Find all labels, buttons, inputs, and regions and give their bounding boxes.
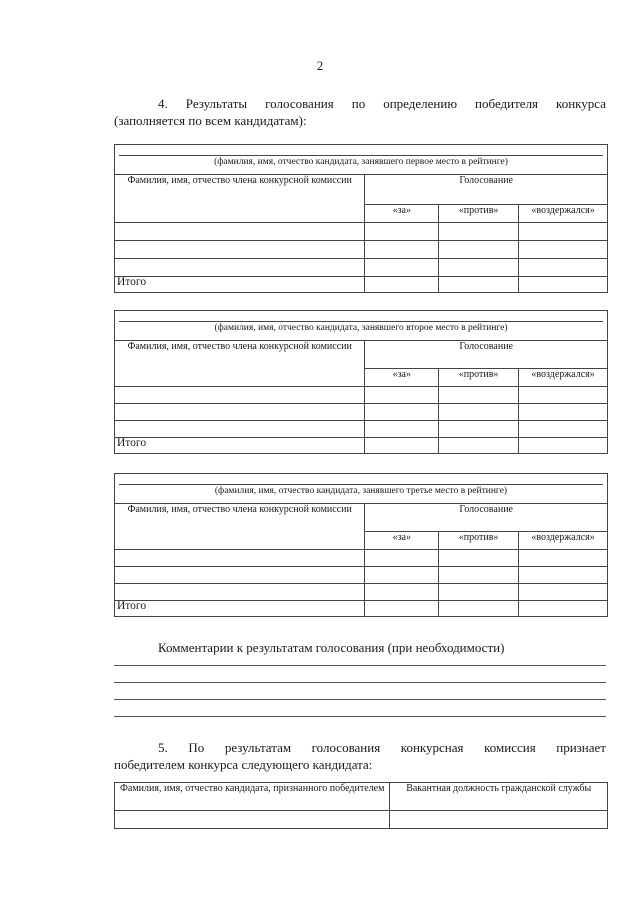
for-cell[interactable] bbox=[365, 241, 439, 259]
section-5-heading: 5. По результатам голосования конкурсная комиссия признает bbox=[158, 740, 606, 755]
comment-line[interactable] bbox=[114, 699, 606, 700]
column-header-against: «против» bbox=[439, 532, 519, 550]
against-cell[interactable] bbox=[439, 567, 519, 584]
member-cell[interactable] bbox=[115, 567, 365, 584]
member-cell[interactable] bbox=[115, 259, 365, 277]
column-header-voting: Голосование bbox=[365, 341, 608, 369]
table-row bbox=[115, 387, 608, 404]
comment-line[interactable] bbox=[114, 682, 606, 683]
abstain-cell[interactable] bbox=[519, 223, 608, 241]
member-cell[interactable] bbox=[115, 404, 365, 421]
total-for-cell[interactable] bbox=[365, 601, 439, 617]
total-against-cell[interactable] bbox=[439, 438, 519, 454]
table-row bbox=[115, 223, 608, 241]
total-row bbox=[115, 601, 608, 617]
column-header-member: Фамилия, имя, отчество члена конкурсной комиссии bbox=[115, 504, 365, 550]
against-cell[interactable] bbox=[439, 241, 519, 259]
column-header-abstain: «воздержался» bbox=[519, 369, 608, 387]
table-row bbox=[115, 421, 608, 438]
column-header-position: Вакантная должность гражданской службы bbox=[390, 783, 608, 811]
abstain-cell[interactable] bbox=[519, 421, 608, 438]
column-header-against: «против» bbox=[439, 369, 519, 387]
total-against-cell[interactable] bbox=[439, 601, 519, 617]
against-cell[interactable] bbox=[439, 259, 519, 277]
abstain-cell[interactable] bbox=[519, 241, 608, 259]
member-cell[interactable] bbox=[115, 584, 365, 601]
candidate-caption: (фамилия, имя, отчество кандидата, занявшего первое место в рейтинге) bbox=[214, 157, 508, 167]
table-row bbox=[115, 404, 608, 421]
for-cell[interactable] bbox=[365, 421, 439, 438]
candidate-name-line bbox=[119, 311, 603, 322]
against-cell[interactable] bbox=[439, 404, 519, 421]
candidate-caption: (фамилия, имя, отчество кандидата, занявшего третье место в рейтинге) bbox=[214, 486, 508, 496]
against-cell[interactable] bbox=[439, 223, 519, 241]
table-row bbox=[115, 259, 608, 277]
winner-name-cell[interactable] bbox=[115, 811, 390, 829]
column-header-against: «против» bbox=[439, 205, 519, 223]
member-cell[interactable] bbox=[115, 387, 365, 404]
comment-line[interactable] bbox=[114, 716, 606, 717]
page-number: 2 bbox=[316, 58, 324, 73]
column-header-for: «за» bbox=[365, 532, 439, 550]
column-header-abstain: «воздержался» bbox=[519, 205, 608, 223]
column-header-abstain: «воздержался» bbox=[519, 532, 608, 550]
for-cell[interactable] bbox=[365, 404, 439, 421]
table-row bbox=[115, 811, 608, 829]
for-cell[interactable] bbox=[365, 567, 439, 584]
member-cell[interactable] bbox=[115, 421, 365, 438]
table-row bbox=[115, 550, 608, 567]
against-cell[interactable] bbox=[439, 387, 519, 404]
column-header-for: «за» bbox=[365, 369, 439, 387]
abstain-cell[interactable] bbox=[519, 259, 608, 277]
candidate-name-line bbox=[119, 145, 603, 156]
against-cell[interactable] bbox=[439, 584, 519, 601]
total-row bbox=[115, 438, 608, 454]
winner-table bbox=[114, 782, 608, 829]
table-row bbox=[115, 584, 608, 601]
section-4-note: (заполняется по всем кандидатам): bbox=[114, 113, 307, 128]
member-cell[interactable] bbox=[115, 550, 365, 567]
abstain-cell[interactable] bbox=[519, 584, 608, 601]
comment-line[interactable] bbox=[114, 665, 606, 666]
against-cell[interactable] bbox=[439, 550, 519, 567]
abstain-cell[interactable] bbox=[519, 550, 608, 567]
column-header-voting: Голосование bbox=[365, 504, 608, 532]
total-label: Итого bbox=[115, 601, 365, 617]
table-row bbox=[115, 241, 608, 259]
section-5-note: победителем конкурса следующего кандидата: bbox=[114, 757, 373, 772]
candidate-name-line bbox=[119, 474, 603, 485]
for-cell[interactable] bbox=[365, 387, 439, 404]
voting-table-1 bbox=[114, 144, 608, 293]
total-abstain-cell[interactable] bbox=[519, 277, 608, 293]
candidate-caption: (фамилия, имя, отчество кандидата, занявшего второе место в рейтинге) bbox=[214, 323, 508, 333]
candidate-name-cell[interactable] bbox=[115, 311, 608, 341]
total-row bbox=[115, 277, 608, 293]
abstain-cell[interactable] bbox=[519, 387, 608, 404]
position-cell[interactable] bbox=[390, 811, 608, 829]
total-label: Итого bbox=[115, 438, 365, 454]
voting-table-2 bbox=[114, 310, 608, 454]
candidate-name-cell[interactable] bbox=[115, 474, 608, 504]
column-header-member: Фамилия, имя, отчество члена конкурсной комиссии bbox=[115, 341, 365, 387]
abstain-cell[interactable] bbox=[519, 567, 608, 584]
total-for-cell[interactable] bbox=[365, 277, 439, 293]
comments-title: Комментарии к результатам голосования (при необходимости) bbox=[158, 640, 505, 655]
for-cell[interactable] bbox=[365, 584, 439, 601]
voting-table-3 bbox=[114, 473, 608, 617]
column-header-winner-name: Фамилия, имя, отчество кандидата, признанного победителем bbox=[115, 783, 390, 811]
column-header-voting: Голосование bbox=[365, 175, 608, 205]
member-cell[interactable] bbox=[115, 223, 365, 241]
column-header-member: Фамилия, имя, отчество члена конкурсной комиссии bbox=[115, 175, 365, 223]
total-for-cell[interactable] bbox=[365, 438, 439, 454]
section-4-heading: 4. Результаты голосования по определению победителя конкурса bbox=[158, 96, 606, 111]
total-abstain-cell[interactable] bbox=[519, 601, 608, 617]
for-cell[interactable] bbox=[365, 223, 439, 241]
against-cell[interactable] bbox=[439, 421, 519, 438]
for-cell[interactable] bbox=[365, 550, 439, 567]
for-cell[interactable] bbox=[365, 259, 439, 277]
candidate-name-cell[interactable] bbox=[115, 145, 608, 175]
table-row bbox=[115, 567, 608, 584]
abstain-cell[interactable] bbox=[519, 404, 608, 421]
total-abstain-cell[interactable] bbox=[519, 438, 608, 454]
member-cell[interactable] bbox=[115, 241, 365, 259]
total-label: Итого bbox=[115, 277, 365, 293]
total-against-cell[interactable] bbox=[439, 277, 519, 293]
column-header-for: «за» bbox=[365, 205, 439, 223]
